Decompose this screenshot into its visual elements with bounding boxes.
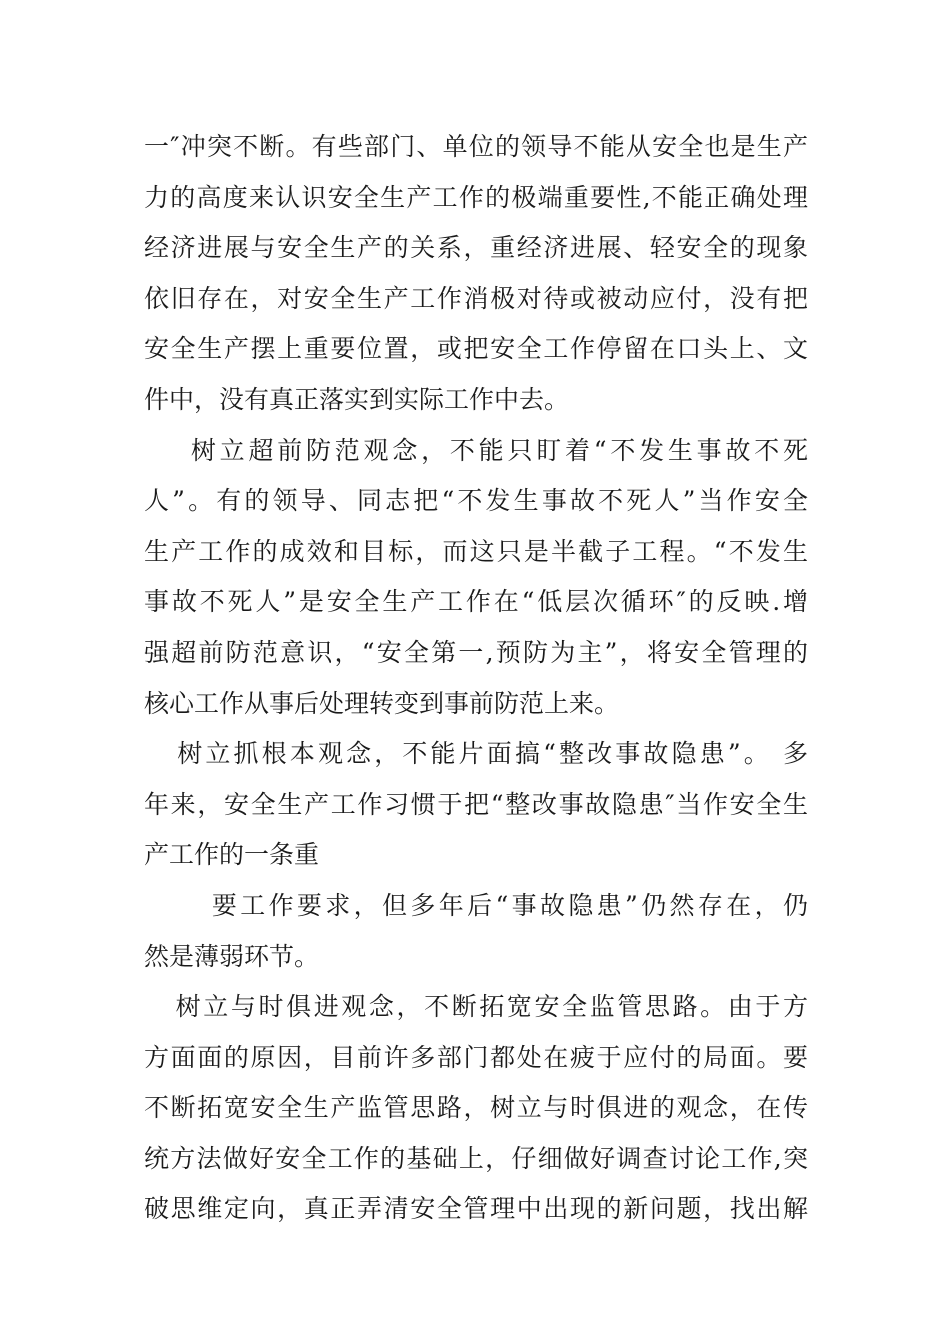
text-line-22: 破思维定向，真正弄清安全管理中出现的新问题，找出解 — [144, 1194, 808, 1224]
text-line-4: 依旧存在，对安全生产工作消极对待或被动应付，没有把 — [144, 283, 808, 313]
text-line-18: 树立与时俱进观念，不断拓宽安全监管思路。由于方 — [144, 992, 808, 1022]
text-line-13: 树立抓根本观念，不能片面搞“整改事故隐患”。 多 — [144, 739, 808, 769]
text-line-9: 生产工作的成效和目标，而这只是半截子工程。“不发生 — [144, 536, 808, 566]
text-line-16: 要工作要求，但多年后“事故隐患”仍然存在，仍 — [144, 890, 808, 920]
text-line-6: 件中，没有真正落实到实际工作中去。 — [144, 384, 570, 414]
text-line-8: 人”。有的领导、同志把“不发生事故不死人”当作安全 — [144, 486, 808, 516]
text-line-5: 安全生产摆上重要位置，或把安全工作停留在口头上、文 — [144, 334, 808, 364]
text-line-10: 事故不死人”是安全生产工作在“低层次循环″的反映.增 — [144, 587, 808, 617]
text-line-12: 核心工作从事后处理转变到事前防范上来。 — [144, 688, 620, 718]
text-line-20: 不断拓宽安全生产监管思路，树立与时俱进的观念，在传 — [144, 1093, 808, 1123]
text-line-7: 树立超前防范观念，不能只盯着“不发生事故不死 — [144, 435, 808, 465]
text-line-2: 力的高度来认识安全生产工作的极端重要性,不能正确处理 — [144, 182, 808, 212]
text-line-15: 产工作的一条重 — [144, 840, 320, 870]
text-line-19: 方面面的原因，目前许多部门都处在疲于应付的局面。要 — [144, 1042, 808, 1072]
text-line-3: 经济进展与安全生产的关系，重经济进展、轻安全的现象 — [144, 233, 808, 263]
text-line-1: 一″冲突不断。有些部门、单位的领导不能从安全也是生产 — [144, 132, 808, 161]
text-line-17: 然是薄弱环节。 — [144, 941, 320, 971]
body-text — [144, 122, 808, 1235]
text-line-14: 年来，安全生产工作习惯于把“整改事故隐患″当作安全生 — [144, 789, 808, 819]
text-line-21: 统方法做好安全工作的基础上，仔细做好调查讨论工作,突 — [144, 1143, 808, 1173]
text-line-11: 强超前防范意识，“安全第一,预防为主”，将安全管理的 — [144, 637, 808, 667]
